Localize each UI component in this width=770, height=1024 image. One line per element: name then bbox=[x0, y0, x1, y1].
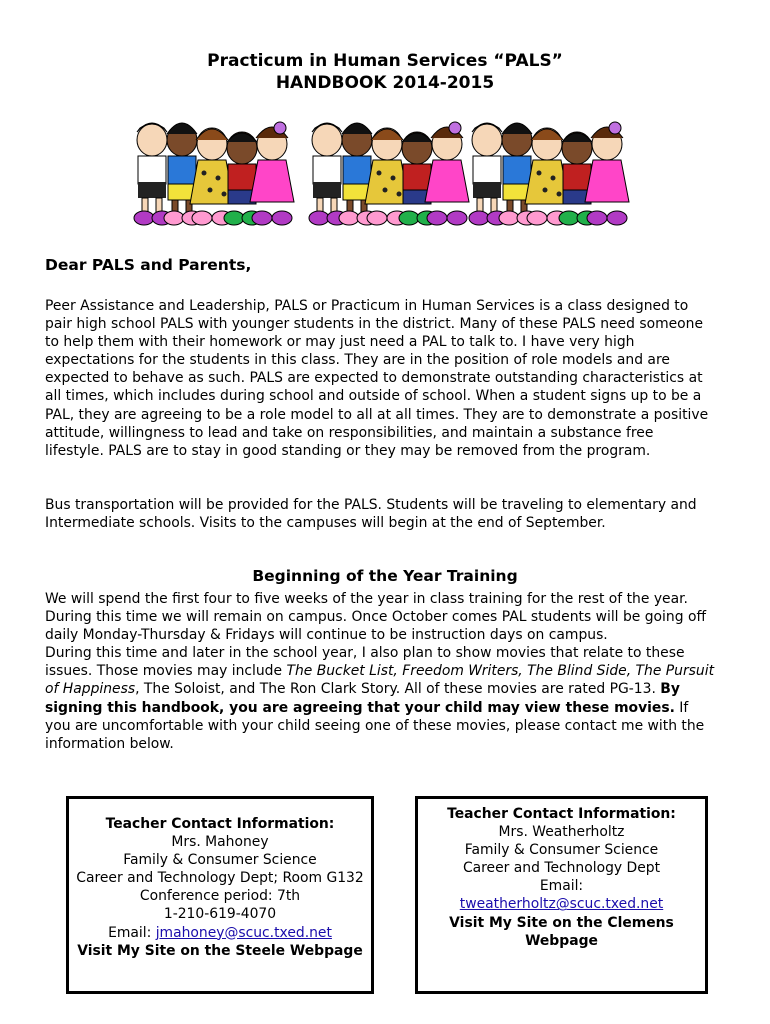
consent-statement: By signing this handbook, you are agreeing that your child may view these movies. bbox=[45, 681, 680, 716]
training-paragraph: We will spend the first four to five weeks of the year in class training for the rest of the year. During this time we will remain on campus. Once October comes PAL students will be going off daily Monday-Thursday & Fridays will continue to be instruction days on campus. bbox=[45, 591, 707, 644]
phone-number: 1-210-619-4070 bbox=[163, 906, 277, 923]
email-link[interactable]: tweatherholtz@scuc.txed.net bbox=[459, 896, 664, 913]
department: Family & Consumer Science bbox=[123, 852, 317, 869]
email-label: Email: bbox=[539, 878, 584, 895]
contact-heading: Teacher Contact Information: bbox=[447, 806, 676, 822]
handbook-title bbox=[0, 50, 770, 94]
child-figure bbox=[134, 123, 172, 225]
training-heading: Beginning of the Year Training bbox=[252, 567, 518, 585]
title-line-2: HANDBOOK 2014-2015 bbox=[275, 73, 495, 93]
movies-text-mid: , The Soloist, and The Ron Clark Story. All of these movies are rated PG-13. bbox=[135, 681, 661, 698]
movies-paragraph bbox=[45, 644, 715, 753]
email-label: Email: bbox=[108, 924, 156, 941]
department-2: Career and Technology Dept bbox=[462, 860, 661, 877]
contact-heading: Teacher Contact Information: bbox=[105, 816, 335, 832]
intro-paragraph: Peer Assistance and Leadership, PALS or Practicum in Human Services is a class designed to pair high school PALS with younger students in the district. Many of these PALS need someone to help them with their homework or may just need a PAL to talk to. I have very high expectations for the students in this class. They are in the position of role models and are expected to behave as such. PALS are expected to demonstrate outstanding characteristics at all times, which includes during school and outside of school. When a student signs up to be a PAL, they are agreeing to be a role model to all at all times. They are to demonstrate a positive attitude, willingness to lead and take on responsibilities, and maintain a substance free lifestyle. PALS are to stay in good standing or they may be removed from the program. bbox=[45, 298, 709, 459]
movies-text-start: During this time and later in the school year, I also plan to show movies that relate to these issues. Those movies may include bbox=[45, 645, 685, 680]
department: Family & Consumer Science bbox=[464, 842, 659, 859]
email-line bbox=[69, 924, 371, 942]
bus-paragraph: Bus transportation will be provided for the PALS. Students will be traveling to elementary and Intermediate schools. Visits to the campuses will begin at the end of September. bbox=[45, 497, 697, 532]
site-link[interactable]: Visit My Site on the Steele Webpage bbox=[77, 942, 363, 959]
movies-text-end: If you are uncomfortable with your child seeing one of these movies, please contact me with the information below. bbox=[45, 699, 705, 752]
email-link[interactable]: jmahoney@scuc.txed.net bbox=[155, 924, 332, 941]
site-link[interactable]: Visit My Site on the Clemens Webpage bbox=[449, 914, 674, 949]
teacher-name: Mrs. Mahoney bbox=[171, 834, 269, 851]
children-illustration bbox=[130, 118, 640, 234]
movie-titles: The Bucket List, Freedom Writers, The Blind Side, The Pursuit of Happiness bbox=[45, 663, 715, 698]
title-line-1: Practicum in Human Services “PALS” bbox=[207, 51, 563, 71]
child-figure bbox=[250, 122, 294, 225]
contact-box-weatherholtz bbox=[415, 796, 708, 994]
department-room: Career and Technology Dept; Room G132 bbox=[76, 870, 364, 887]
training-section bbox=[45, 590, 715, 753]
contact-box-mahoney bbox=[66, 796, 374, 994]
salutation: Dear PALS and Parents, bbox=[45, 256, 252, 274]
teacher-name: Mrs. Weatherholtz bbox=[498, 824, 625, 841]
conference-period: Conference period: 7th bbox=[139, 888, 301, 905]
